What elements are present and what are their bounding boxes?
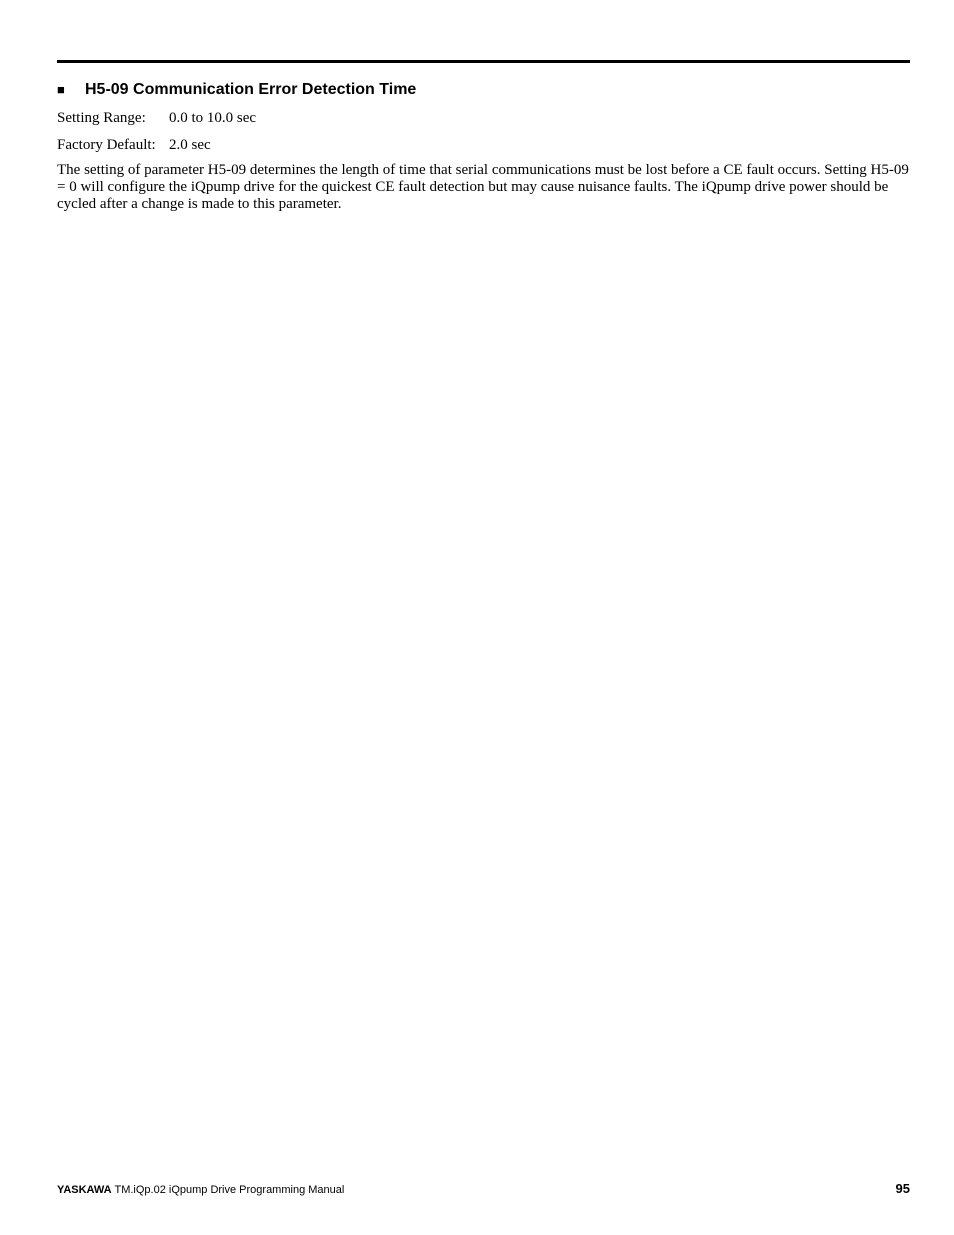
footer-manual-title: TM.iQp.02 iQpump Drive Programming Manual	[114, 1184, 345, 1196]
factory-default-value: 2.0 sec	[169, 137, 211, 153]
setting-range-row	[57, 109, 256, 127]
footer-manual-info	[57, 1183, 344, 1197]
footer-brand: YASKAWA	[57, 1184, 112, 1196]
section-title: H5-09 Communication Error Detection Time	[85, 81, 417, 98]
page-number: 95	[895, 1181, 910, 1196]
factory-default-label: Factory Default:	[57, 137, 156, 153]
factory-default-row	[57, 136, 211, 154]
header-rule	[57, 60, 910, 63]
parameter-description: The setting of parameter H5-09 determines the length of time that serial communications must be lost before a CE fault occurs. Setting H5-09 = 0 will configure the iQpump drive for the quickest CE fault detection but may cause nuisance faults. The iQpump drive power should be cycled after a change is made to this parameter.	[57, 162, 909, 212]
setting-range-value: 0.0 to 10.0 sec	[169, 110, 257, 126]
square-bullet-icon: ■	[57, 82, 65, 97]
setting-range-label: Setting Range:	[57, 110, 146, 126]
section-heading	[57, 80, 416, 100]
